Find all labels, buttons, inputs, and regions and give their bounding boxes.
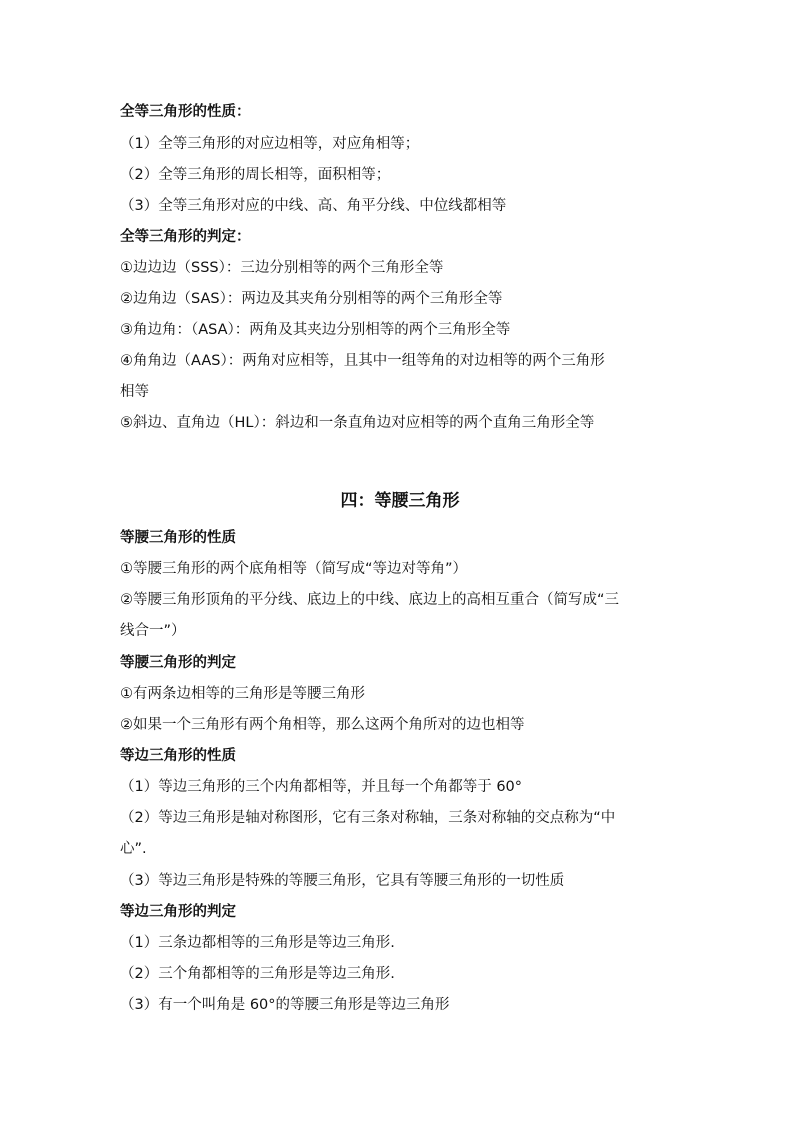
isosceles-judgement-1: ①有两条边相等的三角形是等腰三角形 [120, 686, 365, 702]
isosceles-judgement-2: ②如果一个三角形有两个角相等，那么这两个角所对的边也相等 [120, 717, 525, 733]
congruent-properties-heading: 全等三角形的性质： [120, 104, 251, 120]
equilateral-property-3: （3）等边三角形是特殊的等腰三角形，它具有等腰三角形的一切性质 [120, 873, 565, 889]
congruent-rule-sss: ①边边边（SSS）：三边分别相等的两个三角形全等 [120, 260, 444, 276]
equilateral-judgement-1: （1）三条边都相等的三角形是等边三角形. [120, 935, 395, 951]
equilateral-judgement-heading: 等边三角形的判定 [120, 904, 236, 920]
congruent-rule-aas-continued: 相等 [120, 384, 149, 400]
congruent-rule-sas: ②边角边（SAS）：两边及其夹角分别相等的两个三角形全等 [120, 291, 503, 307]
congruent-property-3: （3）全等三角形对应的中线、高、角平分线、中位线都相等 [120, 198, 507, 214]
isosceles-properties-heading: 等腰三角形的性质 [120, 530, 236, 546]
equilateral-judgement-2: （2）三个角都相等的三角形是等边三角形. [120, 966, 395, 982]
congruent-rule-hl: ⑤斜边、直角边（HL）：斜边和一条直角边对应相等的两个直角三角形全等 [120, 415, 595, 431]
section-title: 四：等腰三角形 [340, 491, 460, 511]
equilateral-judgement-3: （3）有一个叫角是 60°的等腰三角形是等边三角形 [120, 997, 450, 1013]
equilateral-property-2: （2）等边三角形是轴对称图形，它有三条对称轴，三条对称轴的交点称为“中 [120, 810, 616, 826]
congruent-property-1: （1）全等三角形的对应边相等，对应角相等； [120, 136, 420, 152]
congruent-property-2: （2）全等三角形的周长相等，面积相等； [120, 167, 391, 183]
isosceles-property-2: ②等腰三角形顶角的平分线、底边上的中线、底边上的高相互重合（简写成“三 [120, 592, 620, 608]
equilateral-properties-heading: 等边三角形的性质 [120, 748, 236, 764]
isosceles-property-1: ①等腰三角形的两个底角相等（简写成“等边对等角”） [120, 561, 468, 577]
congruent-rule-asa: ③角边角：（ASA）：两角及其夹边分别相等的两个三角形全等 [120, 322, 511, 338]
equilateral-property-1: （1）等边三角形的三个内角都相等，并且每一个角都等于 60° [120, 779, 523, 795]
congruent-rule-aas: ④角角边（AAS）：两角对应相等，且其中一组等角的对边相等的两个三角形 [120, 353, 605, 369]
equilateral-property-2-continued: 心”. [120, 841, 147, 857]
isosceles-property-2-continued: 线合一”） [120, 623, 186, 639]
isosceles-judgement-heading: 等腰三角形的判定 [120, 655, 236, 671]
congruent-judgement-heading: 全等三角形的判定： [120, 229, 251, 245]
